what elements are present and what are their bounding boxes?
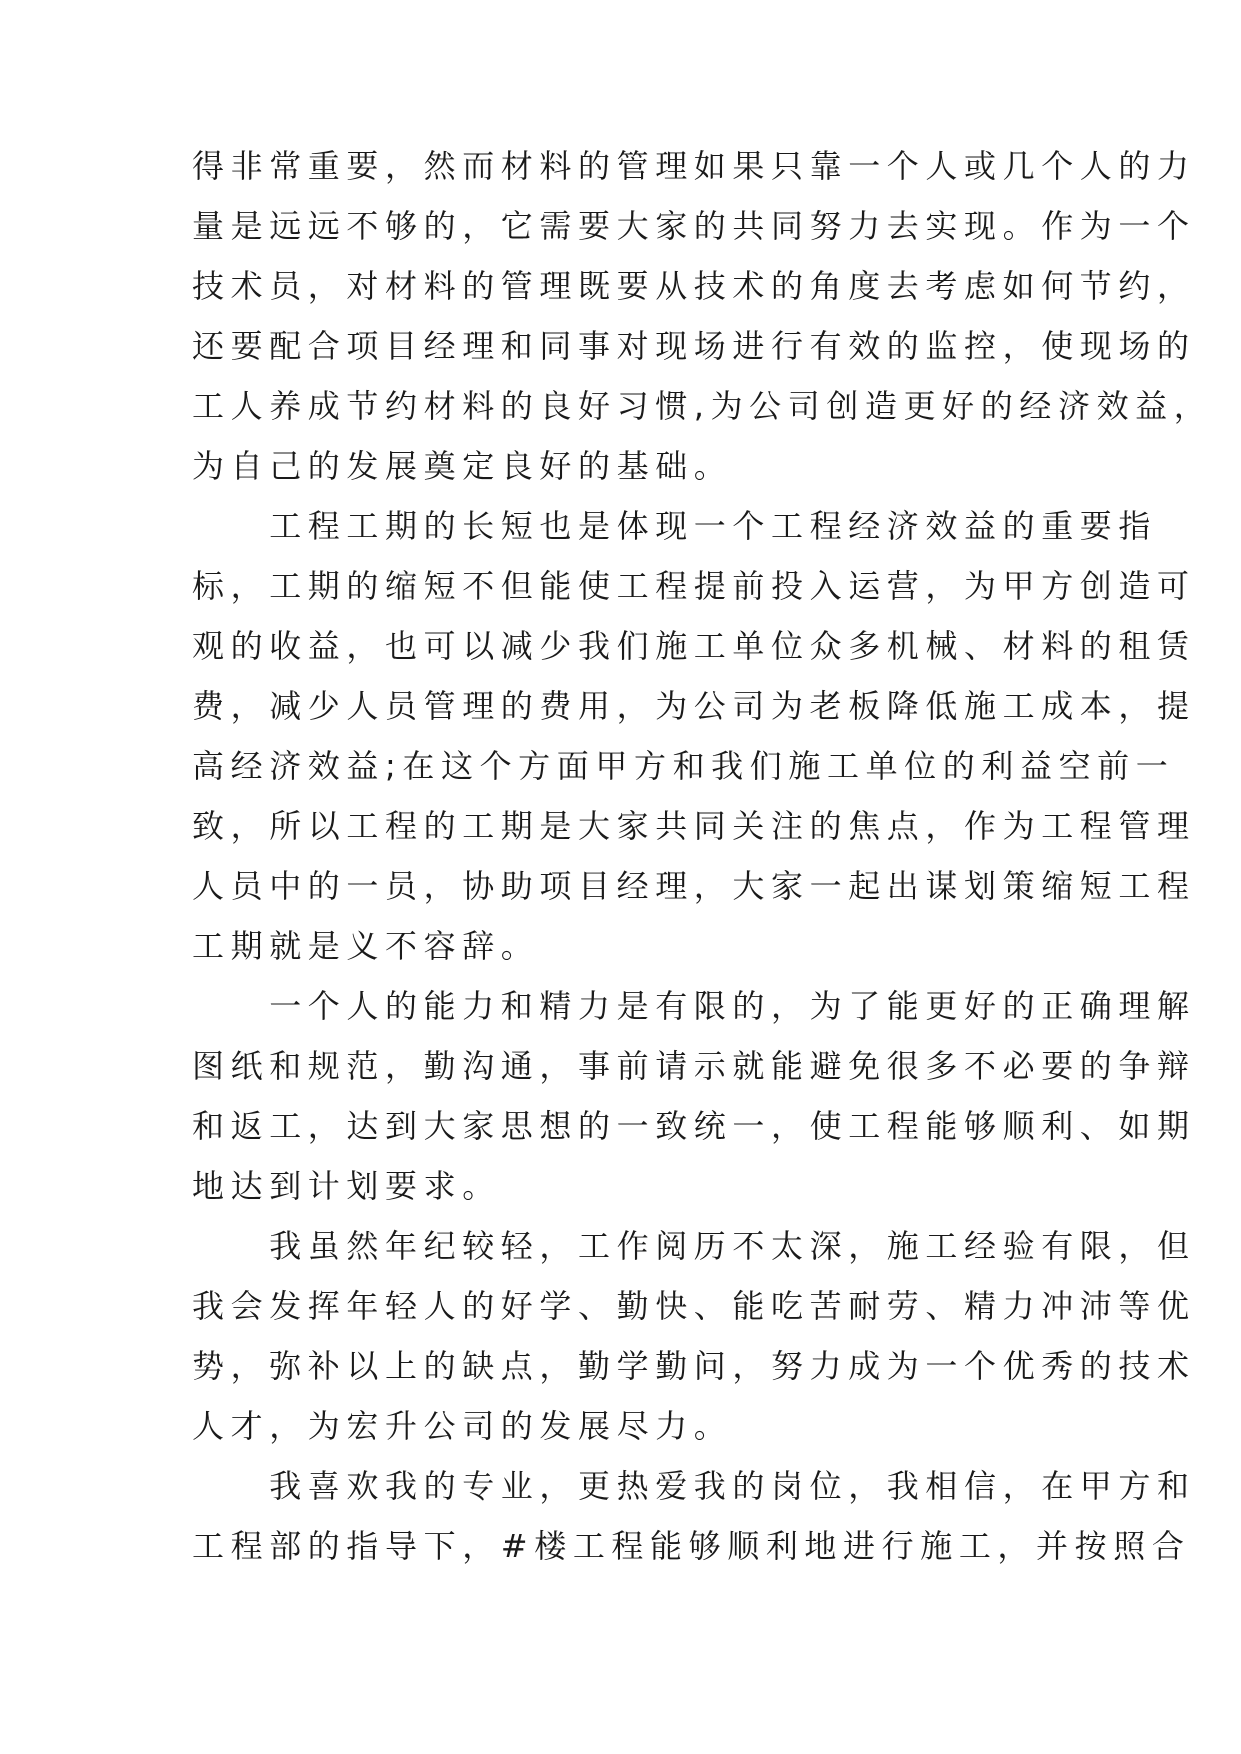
text-line: 一个人的能力和精力是有限的，为了能更好的正确理解 <box>192 987 1196 1025</box>
text-line: 和返工，达到大家思想的一致统一，使工程能够顺利、如期 <box>192 1107 1196 1145</box>
text-line: 工程部的指导下，#楼工程能够顺利地进行施工，并按照合 <box>192 1527 1191 1565</box>
text-line: 量是远远不够的，它需要大家的共同努力去实现。作为一个 <box>192 207 1196 245</box>
text-line: 工人养成节约材料的良好习惯,为公司创造更好的经济效益， <box>192 387 1213 425</box>
text-line: 地达到计划要求。 <box>192 1167 501 1205</box>
text-line: 为自己的发展奠定良好的基础。 <box>192 447 733 485</box>
text-line: 还要配合项目经理和同事对现场进行有效的监控，使现场的 <box>192 327 1196 365</box>
text-line: 我喜欢我的专业，更热爱我的岗位，我相信，在甲方和 <box>192 1467 1196 1505</box>
text-line: 我虽然年纪较轻，工作阅历不太深，施工经验有限，但 <box>192 1227 1196 1265</box>
text-line: 标，工期的缩短不但能使工程提前投入运营，为甲方创造可 <box>192 567 1196 605</box>
text-line: 人才，为宏升公司的发展尽力。 <box>192 1407 733 1445</box>
text-line: 图纸和规范，勤沟通，事前请示就能避免很多不必要的争辩 <box>192 1047 1196 1085</box>
text-line: 工期就是义不容辞。 <box>192 927 540 965</box>
text-line: 致，所以工程的工期是大家共同关注的焦点，作为工程管理 <box>192 807 1196 845</box>
text-line: 得非常重要，然而材料的管理如果只靠一个人或几个人的力 <box>192 147 1196 185</box>
text-line: 我会发挥年轻人的好学、勤快、能吃苦耐劳、精力冲沛等优 <box>192 1287 1196 1325</box>
text-line: 费，减少人员管理的费用，为公司为老板降低施工成本，提 <box>192 687 1196 725</box>
text-line: 人员中的一员，协助项目经理，大家一起出谋划策缩短工程 <box>192 867 1196 905</box>
text-line: 势，弥补以上的缺点，勤学勤问，努力成为一个优秀的技术 <box>192 1347 1196 1385</box>
text-line: 高经济效益;在这个方面甲方和我们施工单位的利益空前一 <box>192 747 1175 785</box>
text-line: 技术员，对材料的管理既要从技术的角度去考虑如何节约， <box>192 267 1196 305</box>
text-line: 工程工期的长短也是体现一个工程经济效益的重要指 <box>192 507 1158 545</box>
text-line: 观的收益，也可以减少我们施工单位众多机械、材料的租赁 <box>192 627 1196 665</box>
